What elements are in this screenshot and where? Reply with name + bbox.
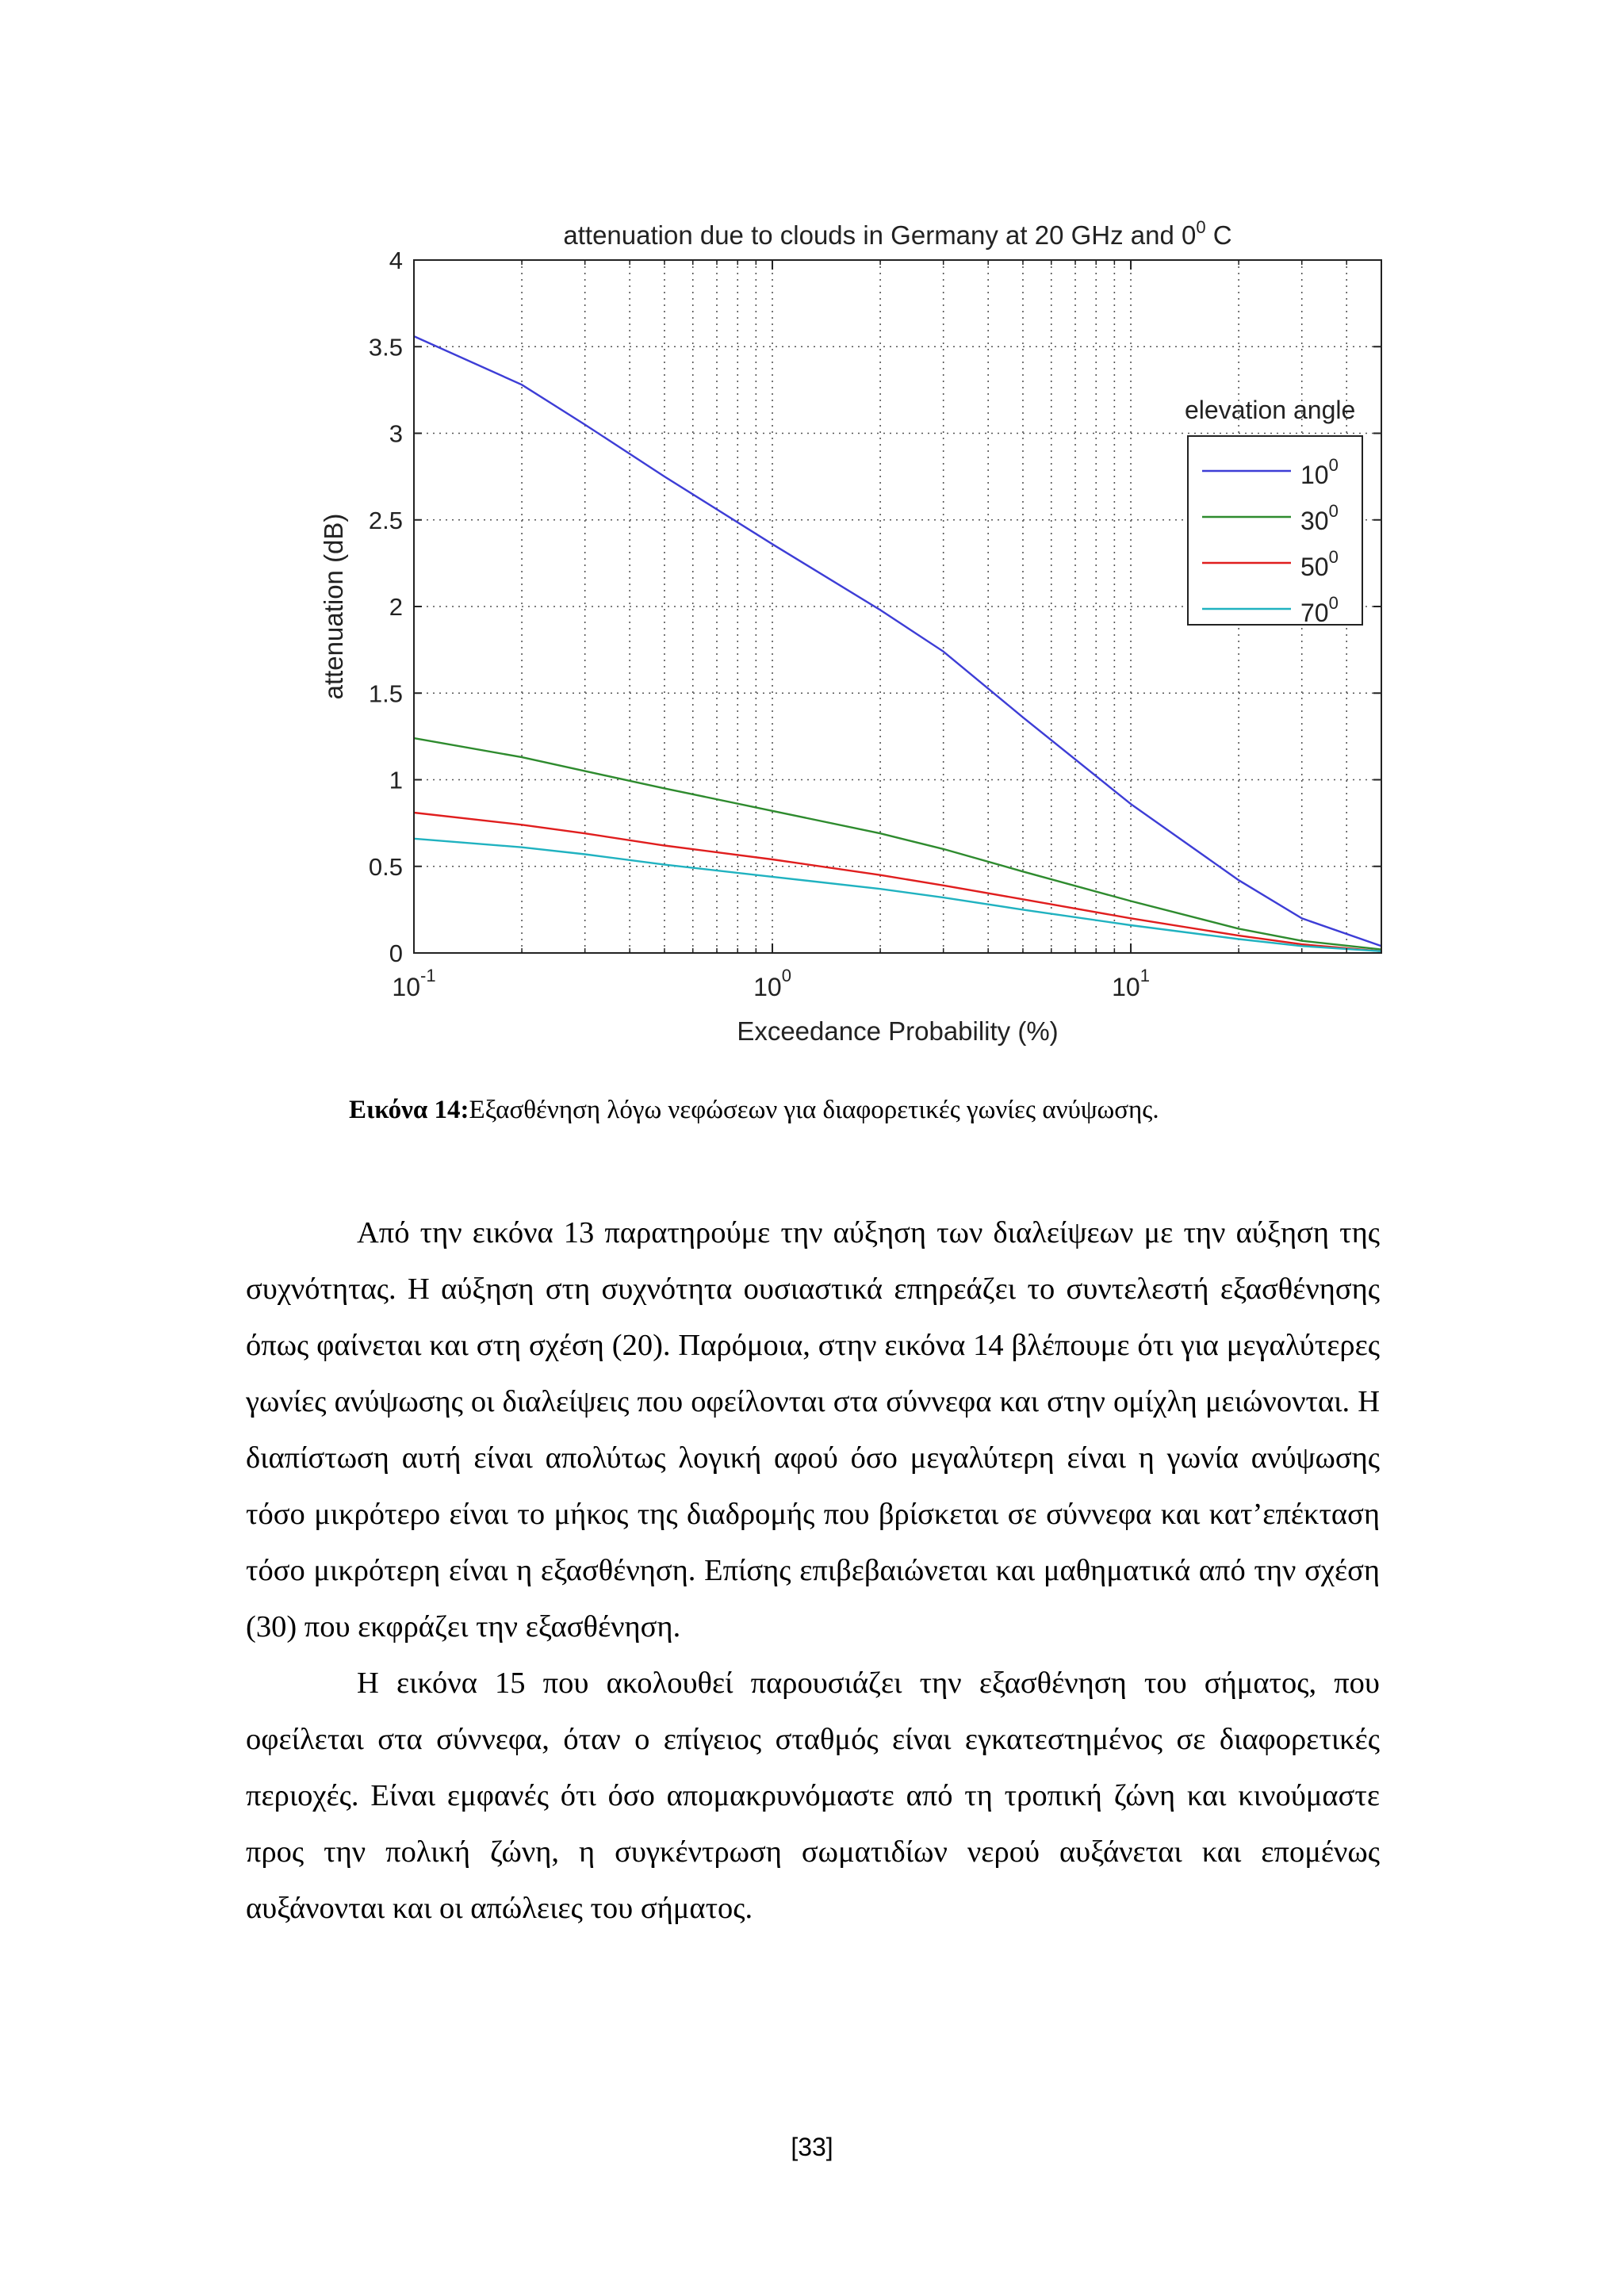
y-tick-label: 3: [389, 419, 403, 448]
y-tick-label: 1.5: [368, 679, 403, 708]
figure-caption: [349, 1093, 1380, 1127]
caption-text: Εξασθένηση λόγω νεφώσεων για διαφορετικές γωνίες ανύψωσης.: [469, 1096, 1159, 1124]
y-axis-label: attenuation (dB): [319, 513, 348, 700]
y-tick-label: 2.5: [368, 506, 403, 534]
body-text: [246, 1205, 1380, 1937]
x-tick-label: $10^1$: [1112, 966, 1150, 1001]
caption-label: Εικόνα 14:: [349, 1096, 469, 1124]
y-tick-label: 0: [389, 939, 403, 967]
chart-figure: [301, 198, 1396, 1054]
legend-label: $50^0$: [1300, 547, 1339, 581]
legend-label: $30^0$: [1300, 501, 1339, 535]
chart-title: attenuation due to clouds in Germany at 20 GHz and $0^0$ C: [563, 217, 1232, 250]
legend-label: $70^0$: [1300, 593, 1339, 627]
paragraph-2: Η εικόνα 15 που ακολουθεί παρουσιάζει την εξασθένηση του σήματος, που οφείλεται στα σύννεφα, όταν ο επίγειος σταθμός είναι εγκατεστημένος σε διαφορετικές περιοχές. Είναι εμφανές ότι όσο απομακρυνόμαστε από τη τροπική ζώνη και κινούμαστε προς την πολική ζώνη, η συγκέντρωση σωματιδίων νερού αυξάνεται και επομένως αυξάνονται και οι απώλειες του σήματος.: [246, 1667, 1380, 1925]
y-tick-label: 4: [389, 247, 403, 274]
y-tick-label: 0.5: [368, 852, 403, 881]
attenuation-chart: [301, 198, 1396, 1054]
x-tick-label: $10^0$: [753, 966, 791, 1001]
x-axis-label: Exceedance Probability (%): [737, 1016, 1059, 1046]
paragraph-1: Από την εικόνα 13 παρατηρούμε την αύξηση των διαλείψεων με την αύξηση της συχνότητας. Η αύξηση στη συχνότητα ουσιαστικά επηρεάζει το συντελεστή εξασθένησης όπως φαίνεται και στη σχέση (20). Παρόμοια, στην εικόνα 14 βλέπουμε ότι για μεγαλύτερες γωνίες ανύψωσης οι διαλείψεις που οφείλονται στα σύννεφα και στην ομίχλη μειώνονται. Η διαπίστωση αυτή είναι απολύτως λογική αφού όσο μεγαλύτερη είναι η γωνία ανύψωσης τόσο μικρότερο είναι το μήκος της διαδρομής που βρίσκεται σε σύννεφα και κατ’επέκταση τόσο μικρότερη είναι η εξασθένηση. Επίσης επιβεβαιώνεται και μαθηματικά από την σχέση (30) που εκφράζει την εξασθένηση.: [246, 1216, 1380, 1644]
x-tick-label: $10^{-1}$: [392, 966, 436, 1001]
y-tick-label: 3.5: [368, 333, 403, 362]
legend-label: $10^0$: [1300, 455, 1339, 489]
legend-title: elevation angle: [1185, 396, 1356, 424]
y-tick-label: 2: [389, 593, 403, 621]
y-tick-label: 1: [389, 766, 403, 794]
page-number: [33]: [791, 2133, 833, 2161]
